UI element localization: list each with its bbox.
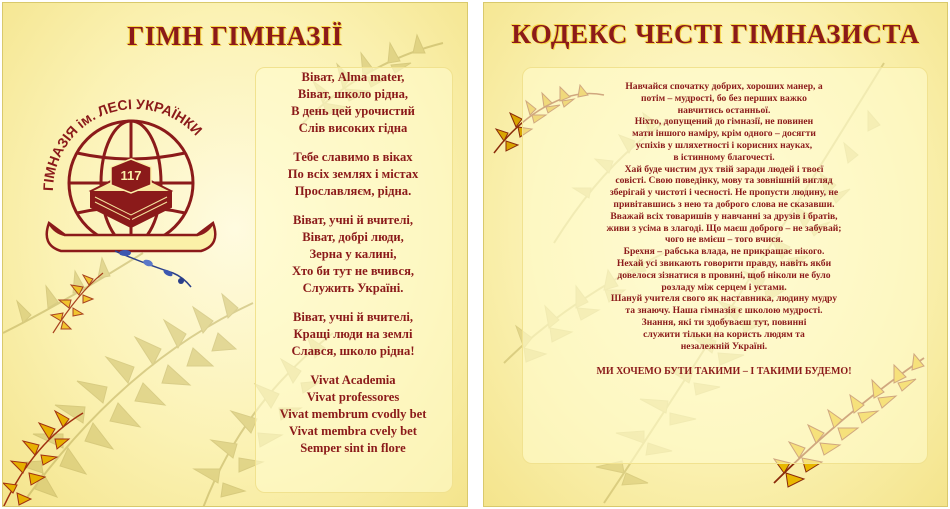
honor-code-line: Ніхто, допущений до гімназії, не повинен [634, 116, 814, 128]
honor-code-line: совісті. Свою поведінку, мову та зовнішній вигляд [615, 175, 833, 187]
anthem-line: Віват, учні й вчителі, [292, 213, 414, 227]
honor-code-line: успіхів у шляхетності і корисних науках, [635, 139, 813, 151]
anthem-line: Хто би тут не вчився, [291, 264, 415, 278]
anthem-line: Тебе славимо в віках [293, 150, 413, 164]
honor-code-title: КОДЕКС ЧЕСТІ ГІМНАЗИСТА [511, 19, 920, 49]
honor-code-line: потім – мудрості, бо без перших важко [641, 92, 807, 104]
honor-code-line: служити тільки на користь людям та [643, 328, 805, 340]
anthem-line: Слів високих гідна [298, 121, 408, 135]
anthem-line: Віват, школо рідна, [297, 87, 409, 101]
honor-code-line: довелося зізнатися в провині, щоб ніколи не було [617, 269, 831, 281]
anthem-line: Vivat membra cvely bet [289, 424, 417, 438]
emblem-number: 117 [120, 168, 142, 183]
honor-code-line: мати іншого наміру, крім одного – досягти [632, 128, 816, 140]
anthem-stanza [257, 149, 449, 200]
anthem-line: Віват, добрі люди, [302, 230, 404, 244]
honor-code-line: привітавшись з нею та доброго слова не сказавши. [613, 198, 835, 210]
honor-code-line: чого не вмієш – того вчися. [664, 234, 784, 246]
honor-code-line: в істинному благочесті. [673, 151, 775, 163]
anthem-stanza [257, 212, 449, 297]
anthem-line: Прославляєм, рідна. [294, 184, 412, 198]
honor-code-line: Шануй учителя свого як наставника, людину мудру [610, 293, 838, 305]
anthem-line: Віват, учні й вчителі, [292, 310, 414, 324]
anthem-line: Vivat membrum cvodly bet [279, 407, 427, 421]
anthem-stanza [257, 372, 449, 457]
anthem-line: В день цей урочистий [291, 104, 415, 118]
honor-code-line: Вважай всіх товаришів у навчанні за друзів і братів, [610, 210, 838, 222]
honor-code-line: Брехня – рабська влада, не прикрашає нікого. [623, 246, 825, 258]
anthem-line: Зерна у калині, [309, 247, 397, 261]
anthem-panel [2, 2, 468, 507]
honor-code-line: живи з усіма в злагоді. Що маєш доброго – не забувай; [606, 222, 842, 234]
anthem-stanza [257, 69, 449, 137]
honor-code-panel [483, 2, 948, 507]
flower-sprig-icon [113, 243, 193, 293]
anthem-line: По всіх землях і містах [287, 167, 419, 181]
anthem-line: Vivat Academia [310, 373, 396, 387]
honor-code-line: та знаючу. Наша гімназія є школою мудрості. [625, 305, 823, 317]
honor-code-line: Навчайся спочатку добрих, хороших манер, а [625, 81, 823, 92]
honor-code-line: розладу між серцем і устами. [661, 281, 787, 293]
honor-code-line: зберігай у чистоті і чесності. Не пропусти людину, не [609, 187, 839, 199]
anthem-line: Кращі люди на землі [293, 327, 413, 341]
anthem-line: Semper sint in flore [300, 441, 406, 455]
honor-code-line: навчитись останньої. [677, 104, 771, 116]
honor-code-text [528, 81, 920, 378]
honor-code-slogan: МИ ХОЧЕМО БУТИ ТАКИМИ – І ТАКИМИ БУДЕМО! [596, 366, 852, 378]
honor-code-line: Знання, які ти здобуваєш тут, повинні [641, 316, 807, 328]
honor-code-line: Нехай усі звикають говорити правду, навіть якби [616, 257, 832, 269]
anthem-line: Vivat professores [306, 390, 400, 404]
anthem-line: Служить Україні. [302, 281, 404, 295]
honor-code-line: Хай буде чистим дух твій заради людей і твоєї [624, 163, 824, 175]
anthem-stanza [257, 309, 449, 360]
anthem-line: Віват, Alma mater, [301, 70, 405, 84]
anthem-line: Слався, школо рідна! [291, 344, 415, 358]
emblem-arc-text: ГІМНАЗІЯ ім. ЛЕСІ УКРАЇНКИ [39, 95, 206, 192]
honor-code-line: незалежній Україні. [680, 340, 768, 352]
anthem-title: ГІМН ГІМНАЗІЇ [127, 21, 343, 51]
anthem-text [257, 69, 449, 469]
emblem-letter: Ї [128, 214, 134, 229]
